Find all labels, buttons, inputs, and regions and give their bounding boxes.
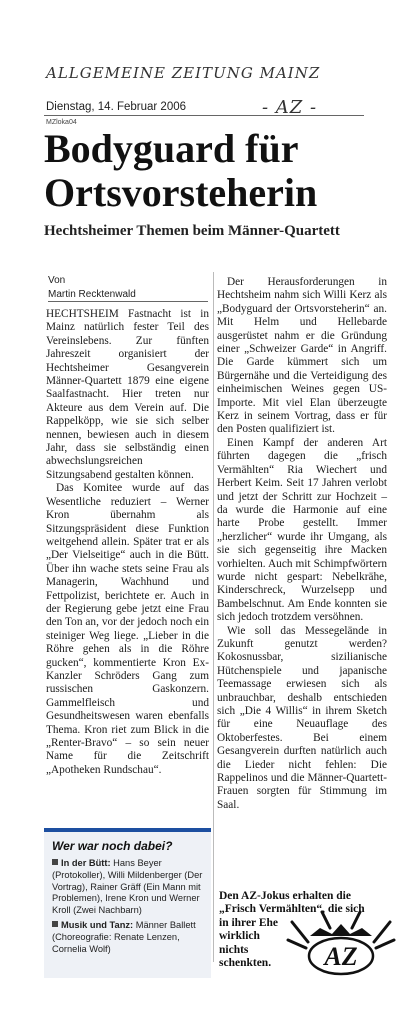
jester-crown-icon [310, 924, 372, 936]
entry-label: In der Bütt: [61, 858, 111, 868]
article-paragraph: Wie soll das Messegelände in Zukunft genutzt werden? Kokosnussbar, sizilianische Hütchenspiele und japanische Teemassage erwiesen sich als unbrauchbar, deshalb entschieden sich „Die 4 Willis“ in ihrem Sketch für eine Neuauflage des Oktoberfestes. Bei einem Gesangverein durften natürlich auch die Lieder nicht fehlen: Die Rappelinos und die Männer-Quartett-Frauen sorgten für Stimmung im Saal. [217, 624, 387, 811]
article-paragraph: HECHTSHEIM Fastnacht ist in Mainz natürlich fester Teil des Vereinslebens. Zur fünften Jahreszeit organisiert der Hechtsheimer Gesangverein Männer-Quartett 1879 eine eigene Saalfastnacht. Hier treten nur Akteure aus dem Verein auf. Die Rappelköpp, wie sie sich selber nennen, bewiesen auch in diesem Jahr, dass sie selbständig einen abwechslungsreichen Sitzungsabend gestalten können. [46, 308, 209, 481]
entry-label: Musik und Tanz: [61, 919, 134, 930]
article-paragraph: Einen Kampf der anderen Art führten dagegen die „frisch Vermählten“ Ria Wiechert und Herbert Keim. Seit 17 Jahren verlobt und jetzt der Schritt zur Hochzeit – da wurde die Harmonie auf eine harte Probe gestellt. Immer „herzlicher“ wurde ihr Umgang, als sie sich gegenseitig ihre Macken vorhielten. Auch mit Schimpfwörtern wurde nicht gespart: Nebelkrähe, Kinderschreck, Wurzelsepp und Bambelschnut. Am Ende konnten sie sich jedoch trotzdem versöhnen. [217, 436, 387, 624]
dateline: Dienstag, 14. Februar 2006 [46, 101, 187, 113]
info-box [44, 828, 211, 978]
bullet-square-icon [52, 859, 58, 865]
jokus-line-1: Den AZ-Jokus erhalten die „Frisch Vermählten“, die sich [219, 890, 365, 916]
handwritten-paper-name: ALLGEMEINE ZEITUNG MAINZ [46, 64, 321, 82]
info-box-title: Wer war noch dabei? [52, 839, 173, 853]
info-box-entry [52, 858, 205, 917]
article-column-1 [46, 308, 209, 777]
page-code: MZloka04 [46, 119, 77, 126]
az-jokus-logo [286, 908, 396, 978]
info-box-entry [52, 920, 205, 955]
logo-text: AZ [324, 942, 358, 971]
bullet-square-icon [52, 921, 58, 927]
byline-author: Martin Recktenwald [48, 289, 136, 300]
byline [48, 274, 136, 302]
article-paragraph: Der Herausforderungen in Hechtsheim nahm sich Willi Kerz als „Bodyguard der Ortsvorsteherin“ an. Mit Helm und Hellebarde ausgerüstet nahm er die Gründung einer „Schweizer Garde“ in Angriff. Die Garde kümmert sich um Bürgernähe und die Verteidigung des einheimischen Weines gegen US-Importe. Mit viel Elan überzeugte Kerz in seinem Vortrag, dass er für den Posten qualifiziert ist. [217, 276, 387, 436]
header-rule [44, 115, 364, 116]
subheadline: Hechtsheimer Themen beim Männer-Quartett [44, 223, 340, 239]
headline [44, 127, 384, 215]
article-column-2 [217, 276, 387, 812]
column-divider [213, 272, 214, 962]
article-paragraph: Das Komitee wurde auf das Wesentliche reduziert – Werner Kron übernahm als Sitzungspräsident diese Funktion weitgehend allein. Später trat er als „Der Vielseitige“ auch in die Bütt. Über ihn wache stets seine Frau als Managerin, Wachhund und Fettpolizist, berichtete er. Auch in der Regierung gebe jetzt eine Frau den Ton an, vor der jedoch noch ein steiniger Weg liege. „Lieber in die Röhre gehen als in die Röhre gucken“, kommentierte Kron Ex-Kanzler Schröders Gang zum russischen Gaskonzern. Gammelfleisch und Gesundheitswesen waren ebenfalls Thema. Kron riet zum Blick in die „Renter-Bravo“ – so sein neuer Name für die Zeitschrift „Apotheken Rundschau“. [46, 482, 209, 776]
jokus-line-2: in ihrer Ehe wirklich nichts schenkten. [219, 916, 278, 970]
entry-text: Männer Ballett (Choreografie: Renate Lenzen, Cornelia Wolf) [52, 919, 196, 954]
handwritten-az: - AZ - [262, 97, 318, 118]
byline-prefix: Von [48, 275, 66, 286]
entry-text: Hans Beyer (Protokoller), Willi Mildenberger (Der Vortrag), Rainer Gräff (Ein Mann mit Problemen), Irene Kron und Werner Kroll (Zwei Nachbarn) [52, 858, 203, 916]
headline-line-2: Ortsvorsteherin [44, 170, 318, 215]
headline-line-1: Bodyguard für [44, 126, 299, 171]
byline-rule [48, 301, 208, 302]
